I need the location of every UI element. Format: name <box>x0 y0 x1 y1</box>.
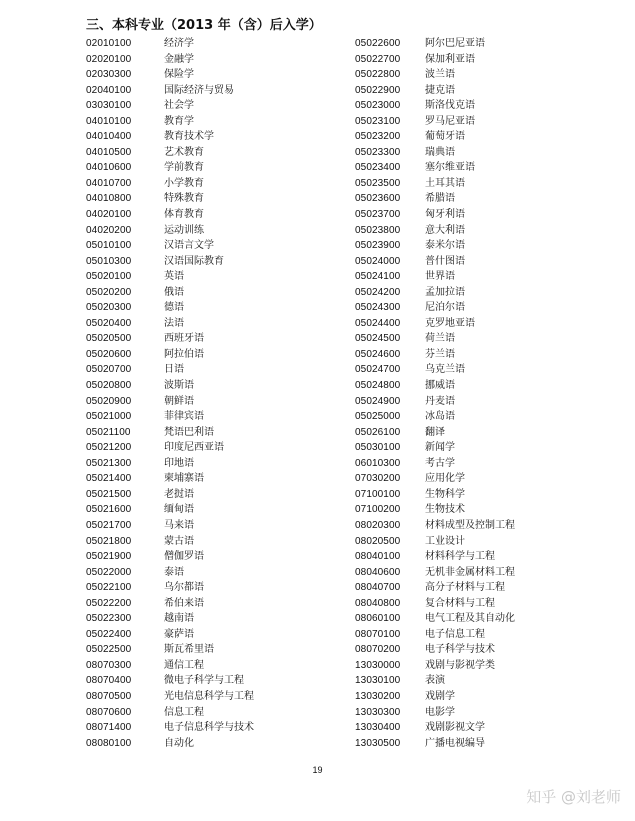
major-code: 05010300 <box>86 255 132 267</box>
major-row <box>355 300 515 316</box>
major-name: 普什图语 <box>425 255 465 267</box>
major-code: 05021400 <box>86 473 132 485</box>
major-name: 挪威语 <box>425 380 455 392</box>
major-row <box>355 689 515 705</box>
major-name: 泰米尔语 <box>425 240 465 252</box>
major-code: 08020300 <box>355 519 401 531</box>
major-row <box>355 720 515 736</box>
major-row <box>355 331 515 347</box>
major-row <box>355 378 515 394</box>
major-code: 05022400 <box>86 628 132 640</box>
major-name: 材料科学与工程 <box>425 551 495 563</box>
major-code: 13030500 <box>355 737 401 749</box>
major-name: 戏剧影视文学 <box>425 722 485 734</box>
major-row <box>86 223 254 239</box>
major-code: 08040700 <box>355 582 401 594</box>
major-name: 西班牙语 <box>164 333 204 345</box>
major-name: 荷兰语 <box>425 333 455 345</box>
major-row <box>86 207 254 223</box>
major-row <box>355 114 515 130</box>
major-name: 生物科学 <box>425 488 465 500</box>
major-name: 通信工程 <box>164 659 204 671</box>
major-name: 印地语 <box>164 457 194 469</box>
major-name: 土耳其语 <box>425 177 465 189</box>
major-code: 05021900 <box>86 551 132 563</box>
major-code: 03030100 <box>86 100 132 112</box>
major-row <box>86 736 254 752</box>
major-name: 冰岛语 <box>425 411 455 423</box>
major-row <box>355 456 515 472</box>
major-row <box>355 98 515 114</box>
major-code: 05025000 <box>355 411 401 423</box>
major-row <box>355 425 515 441</box>
major-row <box>86 394 254 410</box>
major-row <box>86 300 254 316</box>
major-row <box>355 316 515 332</box>
major-name: 波斯语 <box>164 380 194 392</box>
major-row <box>86 409 254 425</box>
major-row <box>86 627 254 643</box>
major-code: 04010800 <box>86 193 132 205</box>
major-row <box>355 471 515 487</box>
major-name: 光电信息科学与工程 <box>164 690 254 702</box>
major-code: 08070100 <box>355 628 401 640</box>
major-code: 07100200 <box>355 504 401 516</box>
major-name: 考古学 <box>425 457 455 469</box>
major-code: 04010500 <box>86 146 132 158</box>
major-name: 电影学 <box>425 706 455 718</box>
major-row <box>86 549 254 565</box>
major-list-left <box>86 36 254 751</box>
major-name: 艺术教育 <box>164 146 204 158</box>
major-name: 应用化学 <box>425 473 465 485</box>
major-code: 05022200 <box>86 597 132 609</box>
major-name: 生物技术 <box>425 504 465 516</box>
major-name: 保加利亚语 <box>425 53 475 65</box>
major-code: 02030300 <box>86 69 132 81</box>
major-code: 05010100 <box>86 240 132 252</box>
major-row <box>86 705 254 721</box>
major-row <box>355 52 515 68</box>
major-code: 05021700 <box>86 519 132 531</box>
major-name: 小学教育 <box>164 177 204 189</box>
major-name: 豪萨语 <box>164 628 194 640</box>
major-row <box>355 129 515 145</box>
major-name: 丹麦语 <box>425 395 455 407</box>
major-code: 05024600 <box>355 348 401 360</box>
major-row <box>86 534 254 550</box>
major-row <box>86 378 254 394</box>
major-code: 08040100 <box>355 551 401 563</box>
major-code: 05024200 <box>355 286 401 298</box>
major-row <box>355 642 515 658</box>
major-code: 05022000 <box>86 566 132 578</box>
major-name: 自动化 <box>164 737 194 749</box>
major-row <box>355 705 515 721</box>
major-code: 05020100 <box>86 271 132 283</box>
major-name: 表演 <box>425 675 445 687</box>
major-code: 07030200 <box>355 473 401 485</box>
major-row <box>86 238 254 254</box>
major-code: 05021200 <box>86 442 132 454</box>
major-code: 05024800 <box>355 380 401 392</box>
major-name: 教育学 <box>164 115 194 127</box>
major-row <box>355 36 515 52</box>
major-name: 高分子材料与工程 <box>425 582 505 594</box>
major-name: 梵语巴利语 <box>164 426 214 438</box>
major-row <box>355 596 515 612</box>
major-code: 04020200 <box>86 224 132 236</box>
major-code: 05024100 <box>355 271 401 283</box>
major-code: 05023100 <box>355 115 401 127</box>
major-row <box>86 36 254 52</box>
major-code: 08060100 <box>355 613 401 625</box>
major-row <box>355 254 515 270</box>
major-row <box>355 487 515 503</box>
major-name: 电气工程及其自动化 <box>425 613 515 625</box>
major-name: 戏剧与影视学类 <box>425 659 495 671</box>
major-name: 电子信息工程 <box>425 628 485 640</box>
major-code: 05023400 <box>355 162 401 174</box>
major-name: 复合材料与工程 <box>425 597 495 609</box>
major-row <box>86 658 254 674</box>
major-name: 广播电视编导 <box>425 737 485 749</box>
major-row <box>355 549 515 565</box>
major-name: 僧伽罗语 <box>164 551 204 563</box>
major-row <box>86 98 254 114</box>
major-row <box>355 160 515 176</box>
major-name: 乌克兰语 <box>425 364 465 376</box>
major-code: 04010100 <box>86 115 132 127</box>
major-code: 05020700 <box>86 364 132 376</box>
major-code: 04020100 <box>86 209 132 221</box>
major-name: 蒙古语 <box>164 535 194 547</box>
major-row <box>86 316 254 332</box>
major-name: 体育教育 <box>164 209 204 221</box>
major-code: 02040100 <box>86 84 132 96</box>
major-row <box>86 67 254 83</box>
major-code: 05022700 <box>355 53 401 65</box>
major-code: 05020300 <box>86 302 132 314</box>
major-row <box>355 269 515 285</box>
major-row <box>355 145 515 161</box>
major-row <box>86 129 254 145</box>
major-name: 柬埔寨语 <box>164 473 204 485</box>
major-code: 05024400 <box>355 317 401 329</box>
major-name: 泰语 <box>164 566 184 578</box>
major-name: 缅甸语 <box>164 504 194 516</box>
major-code: 05026100 <box>355 426 401 438</box>
page-number: 19 <box>312 765 323 775</box>
major-row <box>355 502 515 518</box>
major-name: 特殊教育 <box>164 193 204 205</box>
major-name: 老挝语 <box>164 488 194 500</box>
major-name: 阿尔巴尼亚语 <box>425 38 485 49</box>
major-row <box>86 347 254 363</box>
major-name: 微电子科学与工程 <box>164 675 244 687</box>
major-name: 希伯来语 <box>164 597 204 609</box>
major-row <box>355 409 515 425</box>
major-code: 13030000 <box>355 659 401 671</box>
major-code: 13030200 <box>355 690 401 702</box>
major-code: 05022300 <box>86 613 132 625</box>
major-code: 05023700 <box>355 209 401 221</box>
major-row <box>355 658 515 674</box>
major-name: 无机非金属材料工程 <box>425 566 515 578</box>
major-row <box>86 440 254 456</box>
major-row <box>86 487 254 503</box>
major-code: 05024300 <box>355 302 401 314</box>
major-row <box>355 627 515 643</box>
major-code: 05022100 <box>86 582 132 594</box>
major-code: 05020600 <box>86 348 132 360</box>
major-row <box>355 673 515 689</box>
section-heading: 三、本科专业（2013 年（含）后入学） <box>86 18 322 33</box>
major-name: 法语 <box>164 317 184 329</box>
major-name: 汉语言文学 <box>164 240 214 252</box>
major-code: 02020100 <box>86 53 132 65</box>
major-code: 05023900 <box>355 240 401 252</box>
major-row <box>355 565 515 581</box>
major-row <box>86 145 254 161</box>
major-code: 04010600 <box>86 162 132 174</box>
major-code: 08070400 <box>86 675 132 687</box>
major-row <box>355 83 515 99</box>
major-code: 05023600 <box>355 193 401 205</box>
major-row <box>86 565 254 581</box>
watermark: 知乎 @刘老师 <box>526 788 621 806</box>
major-code: 05023000 <box>355 100 401 112</box>
major-code: 08071400 <box>86 722 132 734</box>
major-name: 学前教育 <box>164 162 204 174</box>
major-code: 05020800 <box>86 380 132 392</box>
major-row <box>86 52 254 68</box>
major-row <box>355 736 515 752</box>
major-name: 斯洛伐克语 <box>425 100 475 112</box>
major-name: 新闻学 <box>425 442 455 454</box>
major-name: 保险学 <box>164 69 194 81</box>
major-row <box>86 642 254 658</box>
major-row <box>86 596 254 612</box>
major-row <box>86 160 254 176</box>
major-row <box>86 580 254 596</box>
major-name: 俄语 <box>164 286 184 298</box>
major-name: 希腊语 <box>425 193 455 205</box>
major-name: 克罗地亚语 <box>425 317 475 329</box>
major-row <box>86 285 254 301</box>
major-code: 08020500 <box>355 535 401 547</box>
major-name: 信息工程 <box>164 706 204 718</box>
major-code: 05024500 <box>355 333 401 345</box>
major-code: 05020200 <box>86 286 132 298</box>
major-code: 02010100 <box>86 38 132 49</box>
major-row <box>86 114 254 130</box>
major-code: 05023800 <box>355 224 401 236</box>
major-row <box>86 362 254 378</box>
major-name: 意大利语 <box>425 224 465 236</box>
major-name: 阿拉伯语 <box>164 348 204 360</box>
major-row <box>355 223 515 239</box>
major-row <box>86 456 254 472</box>
major-name: 电子信息科学与技术 <box>164 722 254 734</box>
major-row <box>355 534 515 550</box>
major-code: 05022800 <box>355 69 401 81</box>
major-code: 13030300 <box>355 706 401 718</box>
major-name: 社会学 <box>164 100 194 112</box>
major-name: 捷克语 <box>425 84 455 96</box>
major-row <box>86 689 254 705</box>
major-code: 08040800 <box>355 597 401 609</box>
major-name: 印度尼西亚语 <box>164 442 224 454</box>
major-row <box>355 518 515 534</box>
major-code: 05020500 <box>86 333 132 345</box>
major-code: 08070600 <box>86 706 132 718</box>
major-code: 08040600 <box>355 566 401 578</box>
major-name: 英语 <box>164 271 184 283</box>
major-name: 日语 <box>164 364 184 376</box>
major-row <box>86 471 254 487</box>
major-code: 05022600 <box>355 38 401 49</box>
major-name: 戏剧学 <box>425 690 455 702</box>
major-list-right <box>355 36 515 751</box>
major-name: 世界语 <box>425 271 455 283</box>
major-name: 马来语 <box>164 519 194 531</box>
major-row <box>355 67 515 83</box>
major-code: 04010700 <box>86 177 132 189</box>
major-name: 匈牙利语 <box>425 209 465 221</box>
major-code: 05021100 <box>86 426 131 438</box>
major-name: 芬兰语 <box>425 348 455 360</box>
major-code: 05023200 <box>355 131 401 143</box>
major-code: 05021800 <box>86 535 132 547</box>
major-name: 金融学 <box>164 53 194 65</box>
major-row <box>86 83 254 99</box>
major-name: 翻译 <box>425 426 445 438</box>
major-row <box>86 176 254 192</box>
major-name: 菲律宾语 <box>164 411 204 423</box>
major-name: 罗马尼亚语 <box>425 115 475 127</box>
major-code: 05021500 <box>86 488 132 500</box>
major-name: 瑞典语 <box>425 146 455 158</box>
major-name: 波兰语 <box>425 69 455 81</box>
major-code: 05021300 <box>86 457 132 469</box>
major-row <box>86 254 254 270</box>
major-code: 08070500 <box>86 690 132 702</box>
major-row <box>86 191 254 207</box>
major-name: 材料成型及控制工程 <box>425 519 515 531</box>
major-name: 国际经济与贸易 <box>164 84 234 96</box>
major-row <box>86 611 254 627</box>
major-code: 05024000 <box>355 255 401 267</box>
major-row <box>355 176 515 192</box>
major-name: 尼泊尔语 <box>425 302 465 314</box>
major-name: 电子科学与技术 <box>425 644 495 656</box>
major-row <box>86 269 254 285</box>
major-name: 教育技术学 <box>164 131 214 143</box>
major-code: 05024700 <box>355 364 401 376</box>
major-row <box>355 394 515 410</box>
major-code: 08070200 <box>355 644 401 656</box>
major-row <box>355 238 515 254</box>
major-code: 08070300 <box>86 659 132 671</box>
major-row <box>355 191 515 207</box>
major-name: 汉语国际教育 <box>164 255 224 267</box>
major-row <box>355 440 515 456</box>
major-row <box>86 425 254 441</box>
major-code: 05030100 <box>355 442 401 454</box>
major-name: 经济学 <box>164 38 194 49</box>
major-name: 葡萄牙语 <box>425 131 465 143</box>
major-code: 06010300 <box>355 457 401 469</box>
major-row <box>86 502 254 518</box>
major-row <box>355 362 515 378</box>
major-code: 05022900 <box>355 84 401 96</box>
major-name: 朝鲜语 <box>164 395 194 407</box>
major-code: 05024900 <box>355 395 401 407</box>
major-code: 13030100 <box>355 675 401 687</box>
major-row <box>86 331 254 347</box>
major-code: 13030400 <box>355 722 401 734</box>
major-code: 05023500 <box>355 177 401 189</box>
major-row <box>355 611 515 627</box>
major-name: 塞尔维亚语 <box>425 162 475 174</box>
major-code: 05021000 <box>86 411 132 423</box>
major-row <box>86 673 254 689</box>
major-row <box>355 207 515 223</box>
major-row <box>86 518 254 534</box>
major-row <box>355 285 515 301</box>
major-code: 05023300 <box>355 146 401 158</box>
major-name: 孟加拉语 <box>425 286 465 298</box>
major-code: 05020900 <box>86 395 132 407</box>
major-code: 05022500 <box>86 644 132 656</box>
major-code: 05021600 <box>86 504 132 516</box>
major-code: 04010400 <box>86 131 132 143</box>
major-name: 斯瓦希里语 <box>164 644 214 656</box>
major-row <box>355 580 515 596</box>
major-row <box>355 347 515 363</box>
major-code: 07100100 <box>355 488 401 500</box>
major-code: 05020400 <box>86 317 132 329</box>
major-code: 08080100 <box>86 737 132 749</box>
major-name: 工业设计 <box>425 535 465 547</box>
major-name: 德语 <box>164 302 184 314</box>
major-name: 运动训练 <box>164 224 204 236</box>
major-row <box>86 720 254 736</box>
major-name: 乌尔都语 <box>164 582 204 594</box>
major-name: 越南语 <box>164 613 194 625</box>
